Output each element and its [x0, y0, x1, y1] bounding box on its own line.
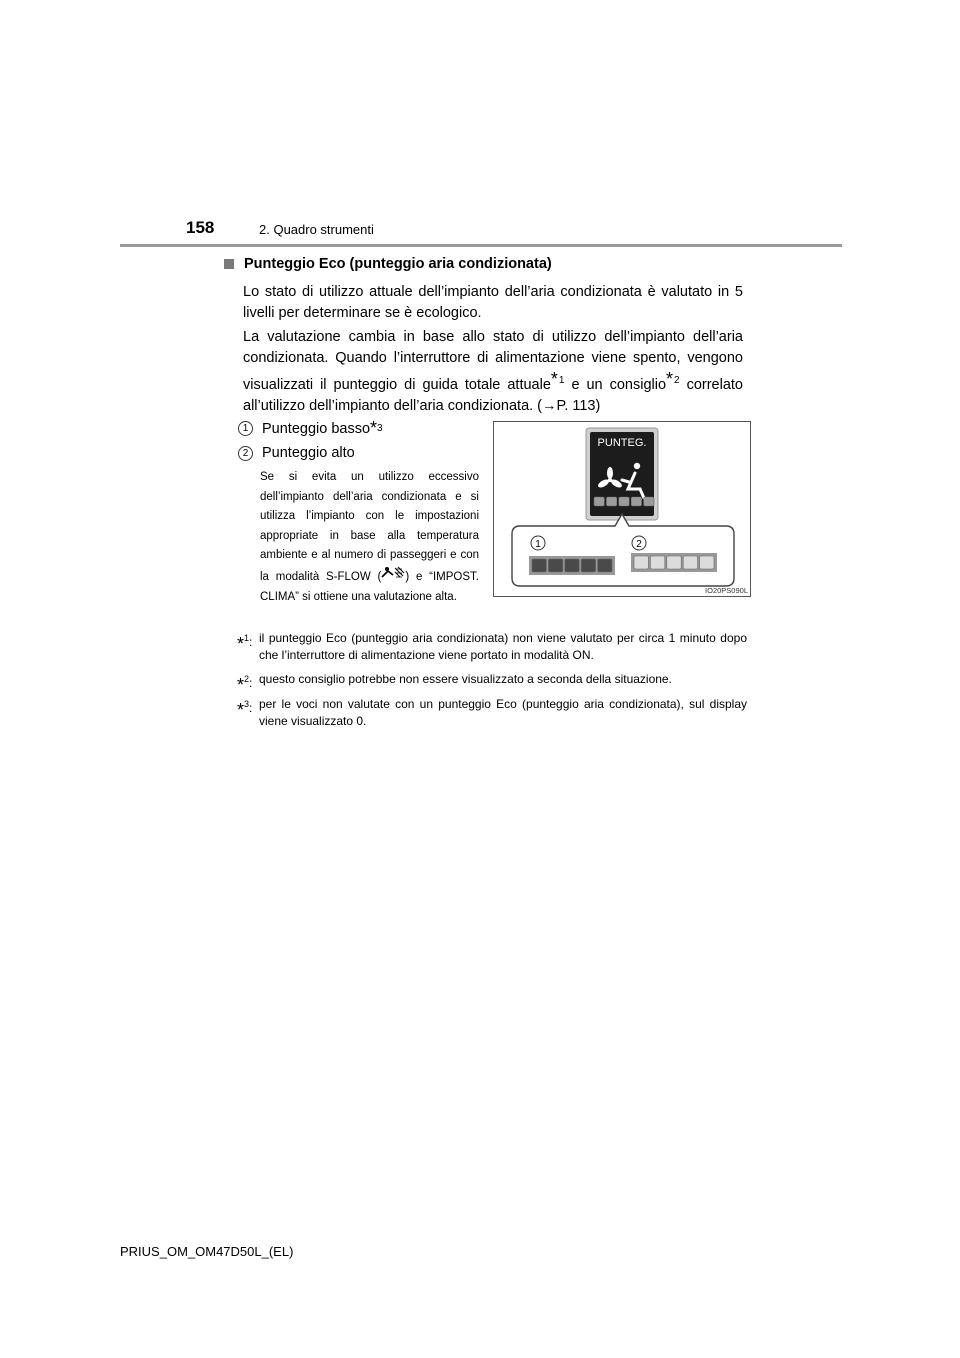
footnote-ref: *3 [370, 418, 383, 438]
paragraph-intro: Lo stato di utilizzo attuale dell’impianto dell’aria condizionata è valutato in 5 livelli per determinare se è ecologico. [243, 284, 743, 321]
score-segment [548, 559, 562, 572]
footnote-ref: *1 [550, 369, 565, 389]
item-label: Punteggio basso [262, 420, 371, 437]
footnote-marker: *$^3$: [237, 699, 253, 720]
section-heading [224, 256, 552, 272]
footnote-marker: *$^2$: [237, 674, 253, 695]
score-segment [606, 497, 616, 506]
paragraph-text: e un consiglio [564, 377, 667, 393]
header-rule [120, 244, 842, 247]
footnote-text: per le voci non valutate con un punteggio Eco (punteggio aria condizionata), sul display viene visualizzato 0. [259, 697, 747, 728]
eco-score-illustration [494, 422, 750, 596]
document-id: PRIUS_OM_OM47D50L_(EL) [120, 1244, 294, 1259]
page-reference: P. 113) [556, 398, 601, 414]
high-score-description: Se si evita un utilizzo eccessivo dell’impianto dell’aria condizionata e si utilizza l’impianto con le impostazioni appropriate in base alla temperatura ambiente e al numero di passeggeri e con la modalità S-FLOW ( ) e “IMPOST. CLIMA” si ottiene una valutazione alta. [260, 471, 479, 603]
heading-bullet-icon [224, 259, 234, 269]
high-score-bar [631, 553, 717, 572]
low-score-bar [529, 556, 615, 575]
paragraph-text: La valutazione cambia in base allo stato di utilizzo dell’impianto dell’aria condizionata. Quando l’interruttore di alimentazione viene spento, vengono visualizzati il punteggio di guida totale attuale [243, 329, 743, 393]
footnote-1 [237, 630, 747, 664]
score-segment [683, 556, 697, 569]
footnote-text: questo consiglio potrebbe non essere visualizzato a seconda della situazione. [259, 672, 672, 686]
footnote-text: il punteggio Eco (punteggio aria condizionata) non viene valutato per circa 1 minuto dopo che l’interruttore di alimentazione viene portato in modalità ON. [259, 631, 747, 662]
footnote-2 [237, 671, 747, 694]
score-segment [532, 559, 546, 572]
arrow-symbol: → [542, 398, 557, 414]
score-segment [594, 497, 604, 506]
score-segment [598, 559, 612, 572]
score-segment [581, 559, 595, 572]
display-level-bar [594, 497, 654, 506]
paragraph-evaluation [243, 327, 743, 417]
callout-bubble [512, 514, 734, 586]
score-segment [631, 497, 641, 506]
callout-number-badge: 1 [238, 421, 253, 436]
item-label: Punteggio alto [262, 445, 355, 461]
heading-text: Punteggio Eco (punteggio aria condizionata) [244, 256, 552, 272]
callout-1-label: 1 [535, 539, 541, 550]
display-title: PUNTEG. [597, 437, 647, 449]
score-segment [619, 497, 629, 506]
s-flow-icon [381, 566, 405, 588]
eco-score-figure [493, 421, 751, 597]
item-low-score [238, 418, 383, 439]
footnote-3 [237, 696, 747, 730]
figure-code: IO20PS090L [705, 586, 748, 595]
score-segment [565, 559, 579, 572]
footnote-ref: *2 [666, 369, 680, 389]
callout-2-label: 2 [636, 539, 642, 550]
score-segment [650, 556, 664, 569]
score-segment [667, 556, 681, 569]
page-number: 158 [186, 218, 215, 237]
callout-number-badge: 2 [238, 446, 253, 461]
score-segment [700, 556, 714, 569]
score-segment [634, 556, 648, 569]
score-segment [644, 497, 654, 506]
footnote-marker: *$^1$: [237, 633, 253, 654]
section-title: 2. Quadro strumenti [259, 222, 374, 237]
item-high-score [238, 445, 355, 461]
paragraph-text: correlato all’utilizzo dell’impianto dell’aria condizionata. ( [243, 377, 743, 414]
